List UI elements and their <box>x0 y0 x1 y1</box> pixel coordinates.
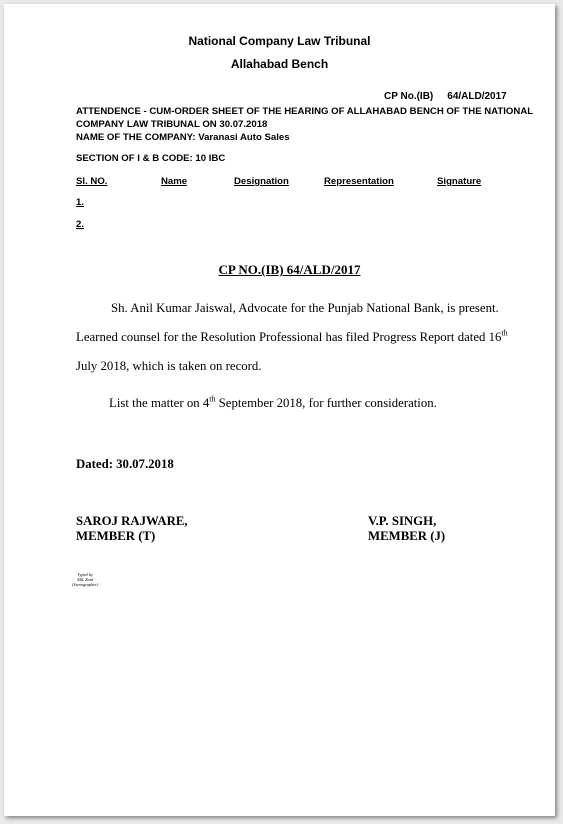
order-paragraph-2-text: Learned counsel for the Resolution Professional has filed Progress Report dated 16 <box>76 330 502 344</box>
order-paragraph-3-sup: th <box>209 394 216 404</box>
signatory-right-role: MEMBER (J) <box>368 529 446 543</box>
signatory-left-name: SAROJ RAJWARE, <box>76 514 188 528</box>
cp-number-value: 64/ALD/2017 <box>447 91 507 102</box>
bench-name: Allahabad Bench <box>230 57 329 71</box>
order-paragraph-2-cont: July 2018, which is taken on record. <box>76 359 262 373</box>
tribunal-name: National Company Law Tribunal <box>188 34 371 48</box>
attendance-heading <box>76 105 533 144</box>
signatory-right <box>368 514 445 544</box>
order-paragraph-2-sup: th <box>501 328 508 338</box>
document-page <box>4 4 555 816</box>
signatory-right-name: V.P. SINGH, <box>368 514 437 528</box>
col-header-designation: Designation <box>234 176 289 187</box>
order-paragraph-3-text-b: September 2018, for further consideration. <box>215 396 437 410</box>
signatory-left-role: MEMBER (T) <box>76 529 156 543</box>
typed-by-line-3: (Stenographer) <box>72 582 99 587</box>
order-title: CP NO.(IB) 64/ALD/2017 <box>218 262 361 277</box>
col-header-name: Name <box>161 176 188 187</box>
table-row-1: 1. <box>76 197 85 208</box>
cp-number-label: CP No.(IB) <box>384 91 434 102</box>
section-code: SECTION OF I & B CODE: 10 IBC <box>76 153 226 164</box>
signatory-left <box>76 514 188 544</box>
col-header-sl-no: Sl. NO. <box>76 176 108 187</box>
order-paragraph-3-text-a: List the matter on 4 <box>109 396 210 410</box>
typed-by-note <box>72 572 98 587</box>
order-paragraph-1: Sh. Anil Kumar Jaiswal, Advocate for the Punjab National Bank, is present. <box>111 301 499 315</box>
attendance-line-2: COMPANY LAW TRIBUNAL ON 30.07.2018 <box>76 119 268 130</box>
order-paragraph-2 <box>76 330 508 345</box>
col-header-signature: Signature <box>437 176 482 187</box>
order-paragraph-3 <box>109 396 437 411</box>
table-row-2: 2. <box>76 219 85 230</box>
order-date: Dated: 30.07.2018 <box>76 457 174 471</box>
typed-by-line-2: Md. Zaid <box>77 577 94 582</box>
attendance-line-1: ATTENDENCE - CUM-ORDER SHEET OF THE HEARING OF ALLAHABAD BENCH OF THE NATIONAL <box>76 106 534 117</box>
typed-by-line-1: Typed by <box>77 572 93 577</box>
company-name-line: NAME OF THE COMPANY: Varanasi Auto Sales <box>76 132 290 143</box>
cp-number <box>384 91 507 102</box>
col-header-representation: Representation <box>324 176 394 187</box>
